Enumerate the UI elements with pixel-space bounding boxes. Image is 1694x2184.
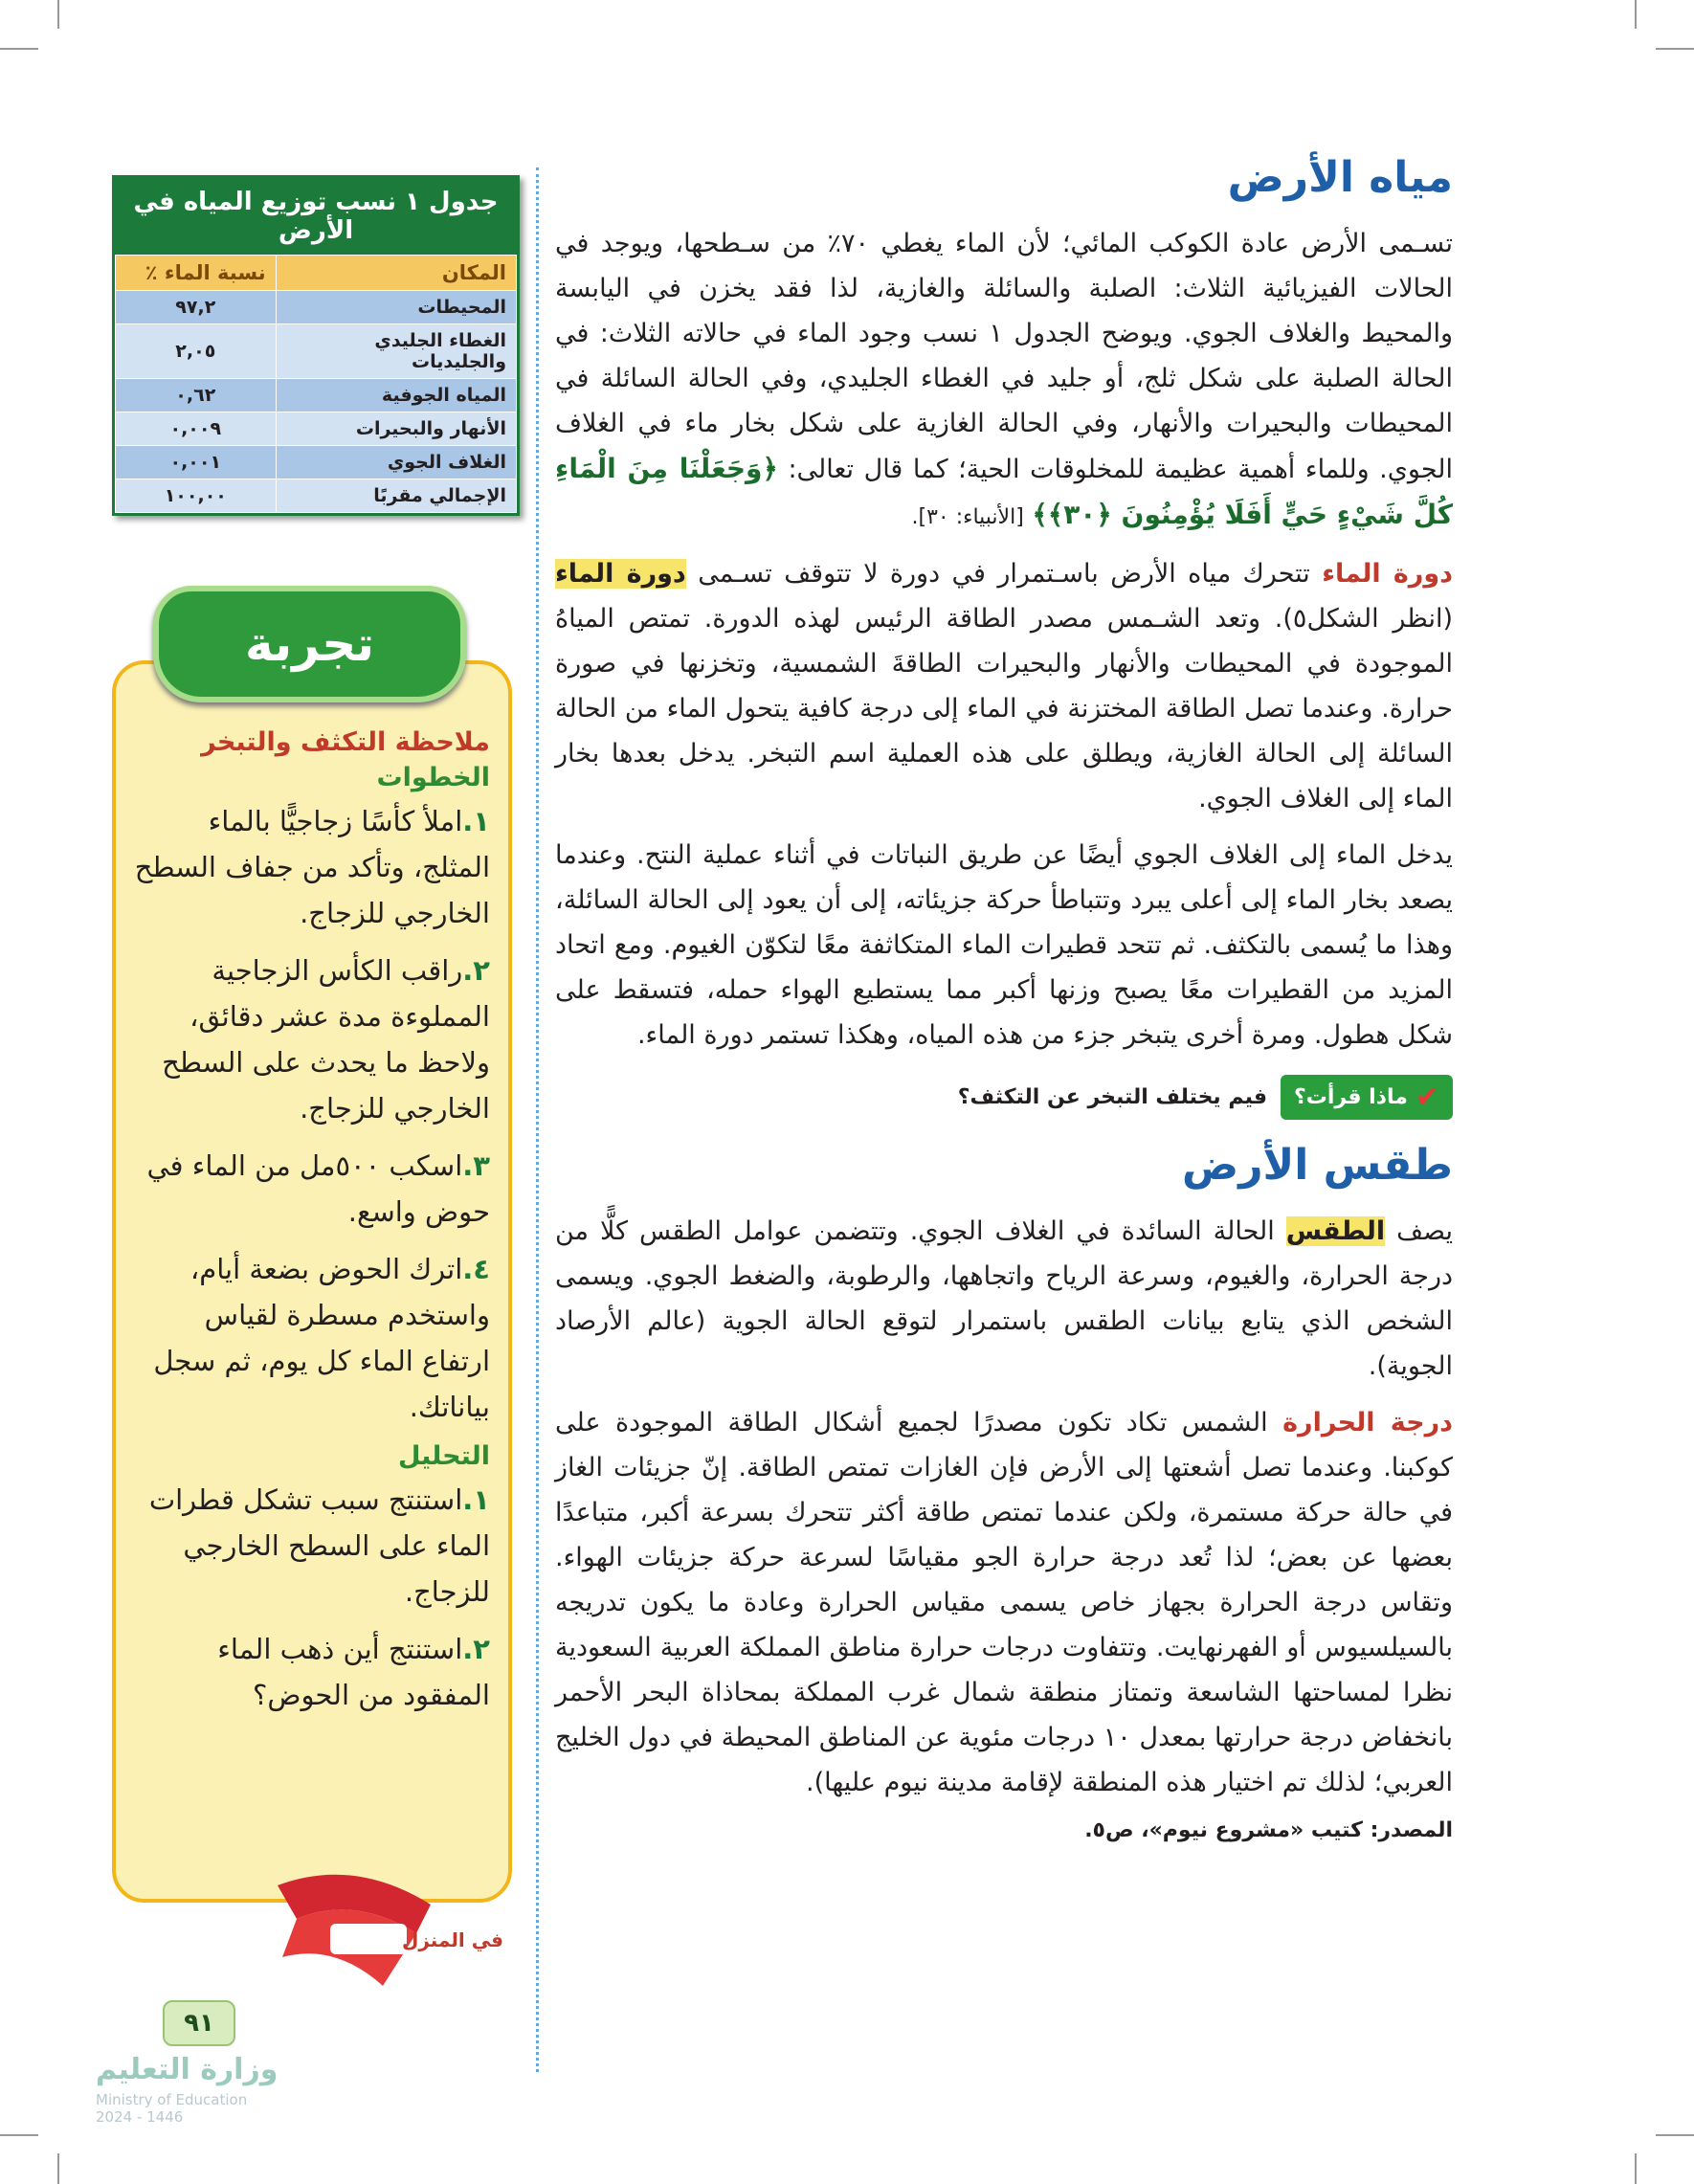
- table-cell: الغلاف الجوي: [276, 446, 516, 479]
- column-divider: [536, 167, 539, 2072]
- reading-check-label: ماذا قرأت؟: [1293, 1084, 1408, 1109]
- reading-check: [555, 1075, 1453, 1120]
- list-item: [131, 947, 490, 1131]
- crop-mark: [1635, 2153, 1637, 2184]
- crop-mark: [0, 2134, 38, 2136]
- step-text: استنتج أين ذهب الماء المفقود من الحوض؟: [217, 1633, 490, 1711]
- crop-mark: [0, 48, 38, 50]
- paragraph: [555, 1209, 1453, 1389]
- reading-check-badge: [1281, 1075, 1453, 1120]
- step-number: ٤.: [462, 1253, 490, 1285]
- table-cell: ٩٧,٢: [116, 291, 277, 324]
- list-item: [131, 798, 490, 936]
- paragraph-text: الشمس تكاد تكون مصدرًا لجميع أشكال الطاقة الموجودة على كوكبنا. وعندما تصل أشعتها إلى الأرض فإن الغازات تمتص الطاقة. إنّ جزيئات الغاز في حالة حركة مستمرة، ولكن عندما تمتص طاقة أكثر تتحرك بسرعة أكبر، متباعدًا بعضها عن بعض؛ لذا تُعد درجة حرارة الجو مقياسًا لسرعة حركة جزيئات الهواء. وتقاس درجة الحرارة بجهاز خاص يسمى مقياس الحرارة وعادة ما يكون تدريجه بالسيلسيوس أو الفهرنهايت. وتتفاوت درجات حرارة مناطق المملكة العربية السعودية نظرا لمساحتها الشاسعة وتمتاز منطقة شمال غرب المملكة بمحاذاة البحر الأحمر بانخفاض درجة حرارتها بمعدل ١٠ درجات مئوية عن المناطق المحيطة في دول الخليج العربي؛ لذلك تم اختيار هذه المنطقة لإقامة مدينة نيوم عليها).: [555, 1407, 1453, 1797]
- table-row: [116, 412, 517, 446]
- paragraph-text: الحالة السائدة في الغلاف الجوي. وتتضمن عوامل الطقس كلًّا من درجة الحرارة، والغيوم، وسرعة الرياح واتجاهها، والرطوبة، والضغط الجوي. ويسمى الشخص الذي يتابع بيانات الطقس باستمرار لتوقع الحالة الجوية (عالم الأرصاد الجوية).: [555, 1215, 1453, 1381]
- table-header: نسبة الماء ٪: [116, 256, 277, 291]
- crop-mark: [1635, 0, 1637, 29]
- table-row: [116, 291, 517, 324]
- step-number: ١.: [462, 1483, 490, 1516]
- paragraph-text: يصف: [1396, 1215, 1453, 1246]
- section-title-earth-water: مياه الأرض: [1227, 153, 1453, 202]
- home-activity-icon: [239, 1866, 504, 2000]
- keyword-water-cycle: دورة الماء: [1322, 558, 1453, 589]
- step-number: ٣.: [462, 1149, 490, 1182]
- section-title-earth-weather: طقس الأرض: [1182, 1140, 1453, 1190]
- list-item: [131, 1626, 490, 1718]
- table-cell: المياه الجوفية: [276, 379, 516, 412]
- table-title: جدول ١ نسب توزيع المياه في الأرض: [115, 178, 517, 255]
- paragraph: [555, 1400, 1453, 1805]
- table-row: [116, 479, 517, 513]
- water-distribution-table: [112, 175, 520, 516]
- keyword-temperature: درجة الحرارة: [1282, 1407, 1453, 1437]
- reading-check-question: فيم يختلف التبخر عن التكثف؟: [957, 1084, 1267, 1109]
- experiment-title: ملاحظة التكثف والتبخر: [201, 727, 490, 757]
- table-cell: ١٠٠,٠٠: [116, 479, 277, 513]
- paragraph: [555, 221, 1453, 540]
- ministry-name-en: Ministry of Education: [96, 2091, 248, 2108]
- crop-mark: [57, 0, 59, 29]
- analysis-list: [131, 1477, 490, 1718]
- list-item: [131, 1246, 490, 1430]
- highlight-term: دورة الماء: [555, 558, 686, 589]
- paragraph: [555, 551, 1453, 821]
- quran-reference: [الأنبياء: ٣٠].: [911, 504, 1024, 529]
- experiment-tag: [153, 586, 466, 702]
- table-row: [116, 446, 517, 479]
- checkmark-icon: ✔: [1415, 1080, 1439, 1114]
- list-item: [131, 1143, 490, 1235]
- paragraph-text: تتحرك مياه الأرض باسـتمرار في دورة لا تتوقف تسـمى: [698, 558, 1310, 589]
- table-header-row: [116, 256, 517, 291]
- table-header: المكان: [276, 256, 516, 291]
- highlight-term: الطقس: [1285, 1215, 1386, 1246]
- table-row: [116, 379, 517, 412]
- table-cell: الغطاء الجليدي والجليديات: [276, 324, 516, 379]
- crop-mark: [1656, 2134, 1694, 2136]
- crop-mark: [1656, 48, 1694, 50]
- step-number: ١.: [462, 805, 490, 837]
- experiment-content: [131, 727, 490, 1729]
- source-note: المصدر: كتيب «مشروع نيوم»، ص٥.: [1084, 1817, 1453, 1842]
- table-grid: [115, 255, 517, 513]
- steps-list: [131, 798, 490, 1430]
- table-cell: ٠,٠٠١: [116, 446, 277, 479]
- table-cell: ٢,٠٥: [116, 324, 277, 379]
- page-number: ٩١: [163, 2000, 235, 2046]
- table-cell: الإجمالي مقربًا: [276, 479, 516, 513]
- analysis-heading: التحليل: [397, 1441, 490, 1471]
- table-cell: المحيطات: [276, 291, 516, 324]
- crop-mark: [57, 2153, 59, 2184]
- quran-verse: ﴿وَجَعَلْنَا مِنَ الْمَاءِ كُلَّ شَيْءٍ حَيٍّ أَفَلَا يُؤْمِنُونَ ﴿٣٠﴾﴾: [555, 452, 1453, 530]
- paragraph-text: تسـمى الأرض عادة الكوكب المائي؛ لأن الماء يغطي ٧٠٪ من سـطحها، ويوجد في الحالات الفيزيائية الثلاث: الصلبة والسائلة والغازية، لذا فقد يخزن في اليابسة والمحيط والغلاف الجوي. ويوضح الجدول ١ نسب وجود الماء في حالاته الثلاث: في الحالة الصلبة على شكل ثلج، أو جليد في الغطاء الجليدي، وفي الحالة السائلة في المحيطات والبحيرات والأنهار، وفي الحالة الغازية على شكل بخار ماء في الغلاف الجوي. وللماء أهمية عظيمة للمخلوقات الحية؛ كما قال تعالى:: [555, 228, 1454, 484]
- table-cell: الأنهار والبحيرات: [276, 412, 516, 446]
- home-label: في المنزل: [402, 1928, 504, 1951]
- step-number: ٢.: [462, 954, 490, 987]
- step-text: اترك الحوض بضعة أيام، واستخدم مسطرة لقياس ارتفاع الماء كل يوم، ثم سجل بياناتك.: [153, 1253, 490, 1423]
- table-cell: ٠,٦٢: [116, 379, 277, 412]
- ministry-logo: وزارة التعليم: [96, 2053, 279, 2086]
- step-text: استنتج سبب تشكل قطرات الماء على السطح الخارجي للزجاج.: [148, 1483, 490, 1608]
- step-text: راقب الكأس الزجاجية المملوءة مدة عشر دقائق، ولاحظ ما يحدث على السطح الخارجي للزجاج.: [162, 954, 490, 1125]
- list-item: [131, 1477, 490, 1615]
- step-text: املأ كأسًا زجاجيًّا بالماء المثلج، وتأكد من جفاف السطح الخارجي للزجاج.: [134, 805, 490, 929]
- step-text: اسكب ٥٠٠مل من الماء في حوض واسع.: [146, 1149, 490, 1228]
- edition-year: 2024 - 1446: [96, 2108, 184, 2126]
- experiment-tag-label: تجربة: [245, 616, 375, 672]
- table-cell: ٠,٠٠٩: [116, 412, 277, 446]
- paragraph: يدخل الماء إلى الغلاف الجوي أيضًا عن طريق النباتات في أثناء عملية النتح. وعندما يصعد بخار الماء إلى أعلى يبرد وتتباطأ حركة جزيئاته، إلى أن يعود إلى الحالة السائلة، وهذا ما يُسمى بالتكثف. ثم تتحد قطيرات الماء المتكاثفة معًا لتكوّن الغيوم. ومع اتحاد المزيد من القطيرات معًا يصبح وزنها أكبر مما يستطيع الهواء حمله، فتسقط على شكل هطول. ومرة أخرى يتبخر جزء من هذه المياه، وهكذا تستمر دورة الماء.: [555, 839, 1453, 1050]
- table-row: [116, 324, 517, 379]
- step-number: ٢.: [462, 1633, 490, 1665]
- paragraph-text: (انظر الشكل٥). وتعد الشـمس مصدر الطاقة الرئيس لهذه الدورة. تمتص المياهُ الموجودة في المحيطات والأنهار والبحيرات الطاقةَ الشمسية، وتخزنها في صورة حرارة. وعندما تصل الطاقة المختزنة في الماء إلى درجة كافية يتحول الماء من الحالة السائلة إلى الحالة الغازية، ويطلق على هذه العملية اسم التبخر. يدخل بعدها بخار الماء إلى الغلاف الجوي.: [555, 603, 1453, 813]
- steps-heading: الخطوات: [376, 763, 490, 792]
- main-column: [555, 153, 1453, 1842]
